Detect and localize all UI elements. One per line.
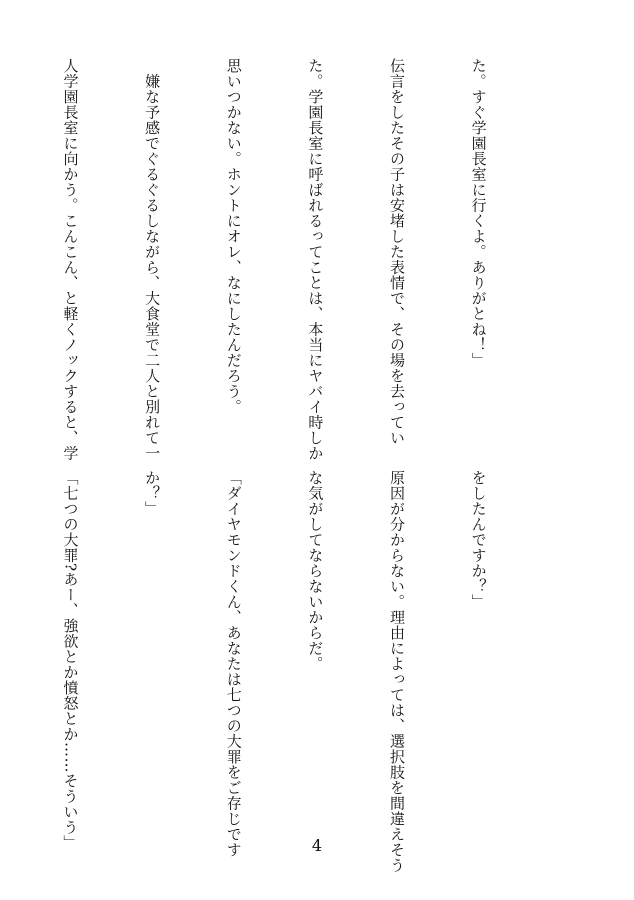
page-number: 4 (311, 836, 323, 855)
text-line: をしたんですか？」 (469, 470, 488, 610)
text-block-bottom (61, 470, 546, 873)
text-line: 人学園長室に向かう。こんこん、と軽くノックすると、学 (61, 58, 80, 461)
text-line: 嫌な予感でぐるぐるしながら、大食堂で二人と別れて一 (143, 58, 162, 461)
text-line: た。すぐ学園長室に行くよ。ありがとね！」 (469, 58, 488, 368)
text-line (0, 470, 2, 786)
text-line: た。学園長室に呼ばれるってことは、本当にヤバイ時しか (306, 58, 325, 461)
text-line: 「ダイヤモンドくん、あなたは七つの大罪をご存じです (224, 470, 243, 858)
text-line (0, 58, 2, 374)
text-line: 思いつかない。ホントにオレ、なにしたんだろう。 (224, 58, 243, 415)
text-line: 原因が分からない。理由によっては、選択肢を間違えそう (387, 470, 406, 873)
text-block-top (61, 58, 546, 461)
text-line: な気がしてならないからだ。 (306, 470, 325, 672)
text-line: 「七つの大罪?あー、強欲とか憤怒とか……そういう」 (61, 470, 80, 851)
text-line: か？」 (143, 470, 162, 517)
text-line: 伝言をしたその子は安堵した表情で、その場を去ってい (387, 58, 406, 446)
